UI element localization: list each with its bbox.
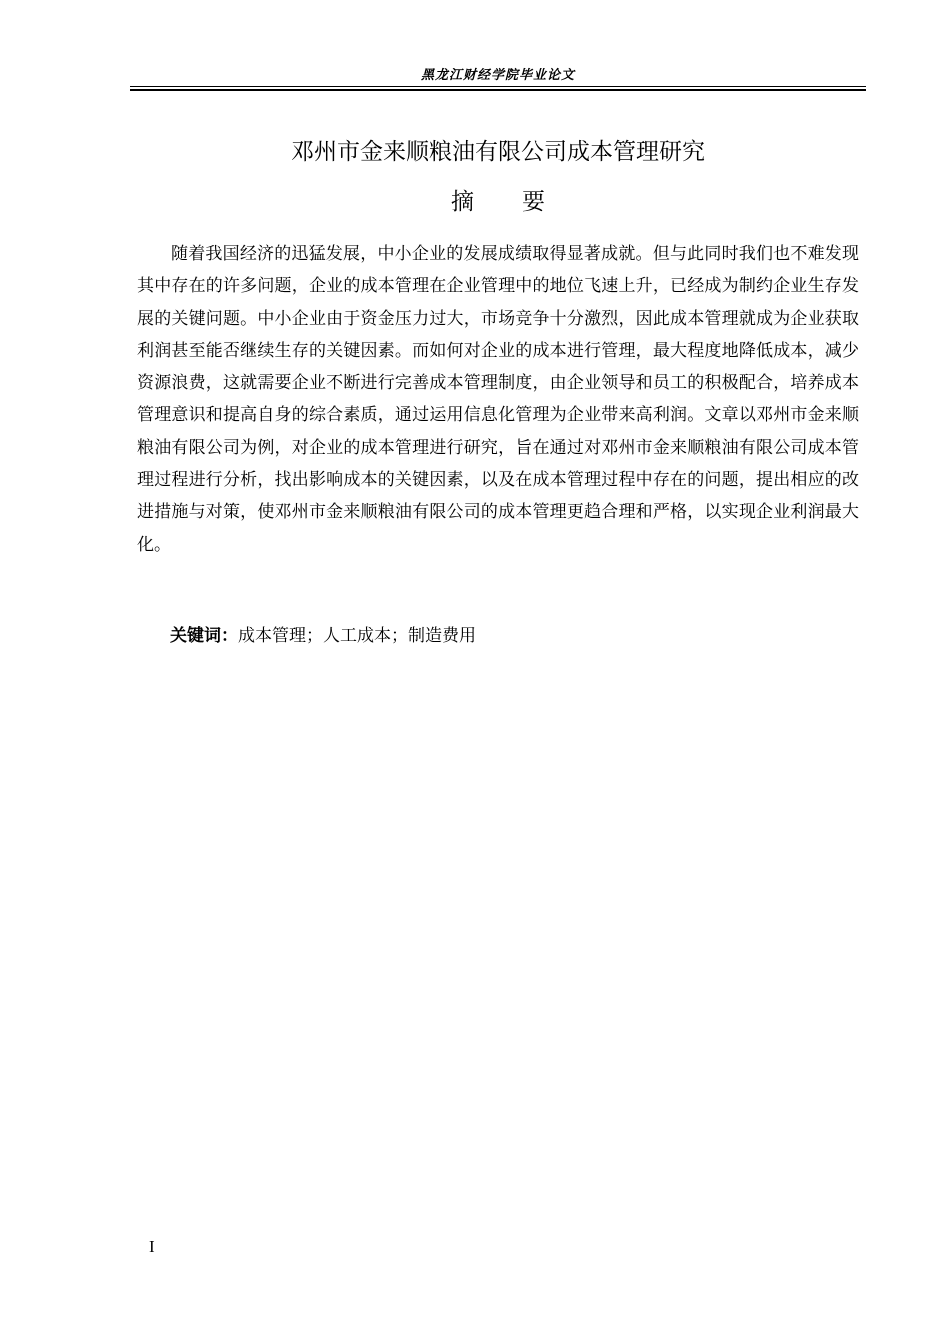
document-title: 邓州市金来顺粮油有限公司成本管理研究 [291, 139, 705, 165]
keywords-label: 关键词： [170, 626, 238, 646]
keywords-value: 成本管理；人工成本；制造费用 [238, 626, 476, 646]
page-number: I [149, 1237, 155, 1256]
header-rule-thick [130, 89, 866, 91]
abstract-heading: 摘要 [451, 189, 593, 215]
abstract-body: 随着我国经济的迅猛发展，中小企业的发展成绩取得显著成就。但与此同时我们也不难发现其中存在的许多问题，企业的成本管理在企业管理中的地位飞速上升，已经成为制约企业生存发展的关键问题。中小企业由于资金压力过大，市场竞争十分激烈，因此成本管理就成为企业获取利润甚至能否继续生存的关键因素。而如何对企业的成本进行管理，最大程度地降低成本，减少资源浪费，这就需要企业不断进行完善成本管理制度，由企业领导和员工的积极配合，培养成本管理意识和提高自身的综合素质，通过运用信息化管理为企业带来高利润。文章以邓州市金来顺粮油有限公司为例，对企业的成本管理进行研究，旨在通过对邓州市金来顺粮油有限公司成本管理过程进行分析，找出影响成本的关键因素，以及在成本管理过程中存在的问题，提出相应的改进措施与对策，使邓州市金来顺粮油有限公司的成本管理更趋合理和严格，以实现企业利润最大化。 [137, 244, 859, 555]
header-rule-thin [130, 86, 866, 87]
running-header: 黑龙江财经学院毕业论文 [420, 68, 575, 83]
keywords-line [170, 622, 860, 650]
